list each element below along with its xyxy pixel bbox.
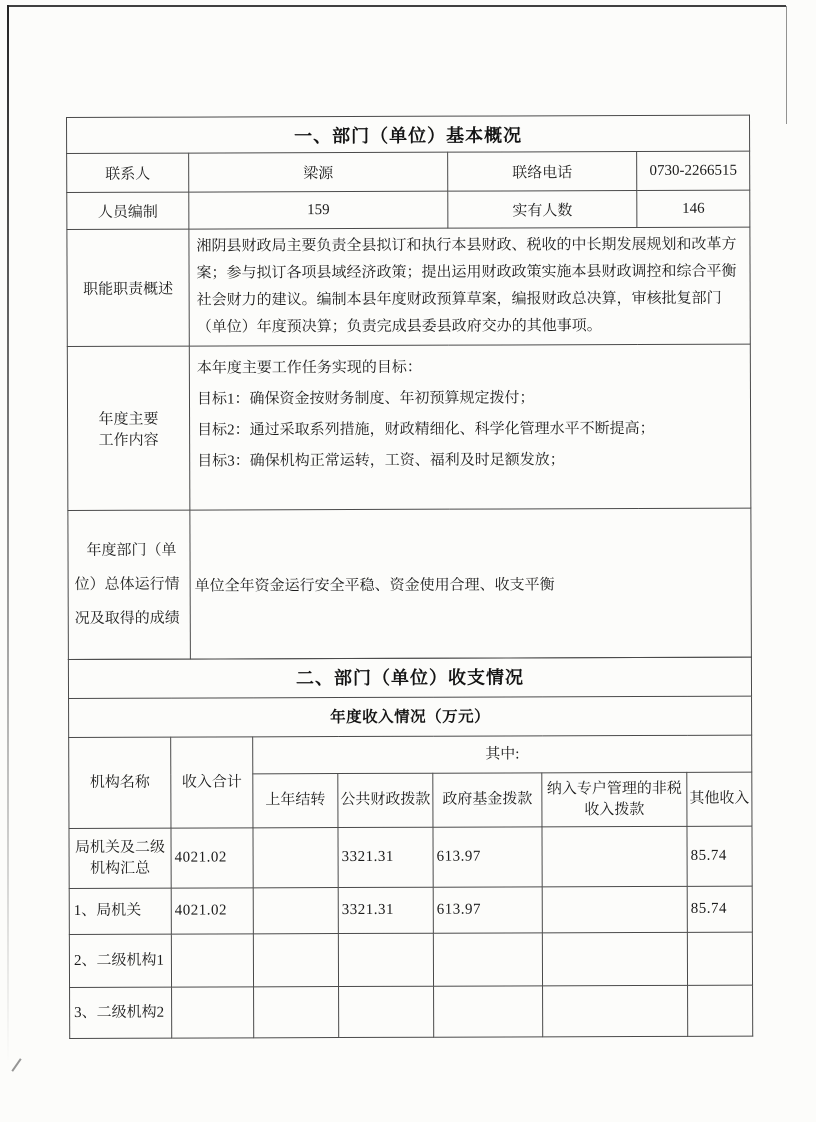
special-account <box>542 826 687 887</box>
phone-label: 联络电话 <box>448 152 637 192</box>
other-income: 85.74 <box>687 886 752 932</box>
public-finance <box>339 986 434 1037</box>
actual-count-value: 146 <box>637 190 750 227</box>
phone-value: 0730-2266515 <box>637 151 750 190</box>
establishment-label: 人员编制 <box>67 192 189 229</box>
among-header: 其中: <box>253 735 752 774</box>
annual-work-label-line1: 年度主要 <box>98 411 159 428</box>
carryover-header: 上年结转 <box>253 774 338 828</box>
income-table <box>68 657 753 1039</box>
other-income <box>688 985 753 1036</box>
gov-fund-header: 政府基金拨款 <box>433 773 542 827</box>
income-subtitle: 年度收入情况（万元） <box>69 696 752 737</box>
org-name: 3、二级机构2 <box>70 987 172 1038</box>
table-row <box>69 932 752 987</box>
establishment-value: 159 <box>189 191 448 229</box>
carryover <box>253 934 338 987</box>
duties-text: 湘阴县财政局主要负责全县拟订和执行本县财政、税收的中长期发展规划和改革方案；参与拟订各项县域经济政策；提出运用财政政策实施本县财政调控和综合平衡社会财力的建议。编制本县年度财政预算草案，编报财政总决算，审核批复部门（单位）年度预决算；负责完成县委县政府交办的其他事项。 <box>189 227 750 346</box>
table-row <box>67 344 751 510</box>
section1-title: 一、部门（单位）基本概况 <box>67 115 750 153</box>
scan-mark-bottom-left <box>11 1058 21 1071</box>
table-row <box>68 508 752 659</box>
table-row <box>67 190 750 229</box>
income-total: 4021.02 <box>171 828 253 888</box>
special-account <box>542 932 687 986</box>
other-income: 85.74 <box>687 826 752 886</box>
gov-fund: 613.97 <box>433 887 542 933</box>
section2-title: 二、部门（单位）收支情况 <box>68 657 751 698</box>
income-total <box>171 934 253 987</box>
table-row <box>69 826 752 888</box>
annual-work-content <box>189 344 751 510</box>
overall-text: 单位全年资金运行安全平稳、资金使用合理、收支平衡 <box>190 508 752 659</box>
scan-edge-left <box>7 5 9 1063</box>
basic-overview-table <box>66 115 752 660</box>
gov-fund <box>434 986 543 1037</box>
contact-value: 梁源 <box>189 152 448 192</box>
special-account <box>543 985 688 1037</box>
table-row <box>69 696 752 737</box>
contact-label: 联系人 <box>67 153 189 192</box>
scan-edge-right <box>786 6 787 124</box>
income-total-header: 收入合计 <box>171 737 253 828</box>
table-row <box>67 227 750 346</box>
work-goal-3: 目标3：确保机构正常运转，工资、福利及时足额发放； <box>197 452 565 470</box>
work-goal-2: 目标2：通过采取系列措施，财政精细化、科学化管理水平不断提高； <box>197 420 655 439</box>
overall-label: 年度部门（单位）总体运行情况及取得的成绩 <box>68 510 191 659</box>
public-finance: 3321.31 <box>338 827 433 887</box>
special-account-header: 纳入专户管理的非税收入拨款 <box>542 772 687 827</box>
actual-count-label: 实有人数 <box>448 191 637 229</box>
table-row <box>70 985 753 1038</box>
scan-edge-top <box>7 5 786 7</box>
gov-fund: 613.97 <box>433 827 542 887</box>
table-row <box>69 886 752 934</box>
other-income <box>687 932 752 985</box>
table-row <box>68 657 751 698</box>
gov-fund <box>433 933 542 986</box>
carryover <box>254 987 339 1038</box>
org-name: 2、二级机构1 <box>69 934 171 987</box>
table-row <box>67 151 750 192</box>
org-name-header: 机构名称 <box>69 737 171 828</box>
public-finance <box>338 933 433 986</box>
income-total: 4021.02 <box>171 888 253 934</box>
table-header-row <box>69 735 752 774</box>
public-finance: 3321.31 <box>338 887 433 933</box>
carryover <box>253 828 338 888</box>
other-income-header: 其他收入 <box>687 772 752 826</box>
form-document <box>66 115 753 1039</box>
duties-label: 职能职责概述 <box>67 229 189 346</box>
annual-work-label <box>67 346 190 510</box>
public-finance-header: 公共财政拨款 <box>338 773 433 827</box>
carryover <box>253 888 338 934</box>
org-name: 局机关及二级机构汇总 <box>69 828 171 888</box>
special-account <box>542 886 687 933</box>
income-total <box>172 987 254 1038</box>
work-intro: 本年度主要工作任务实现的目标： <box>196 359 422 377</box>
table-row <box>67 115 750 153</box>
org-name: 1、局机关 <box>69 888 171 934</box>
annual-work-label-line2: 工作内容 <box>98 432 159 449</box>
work-goal-1: 目标1：确保资金按财务制度、年初预算规定拨付； <box>196 390 535 408</box>
